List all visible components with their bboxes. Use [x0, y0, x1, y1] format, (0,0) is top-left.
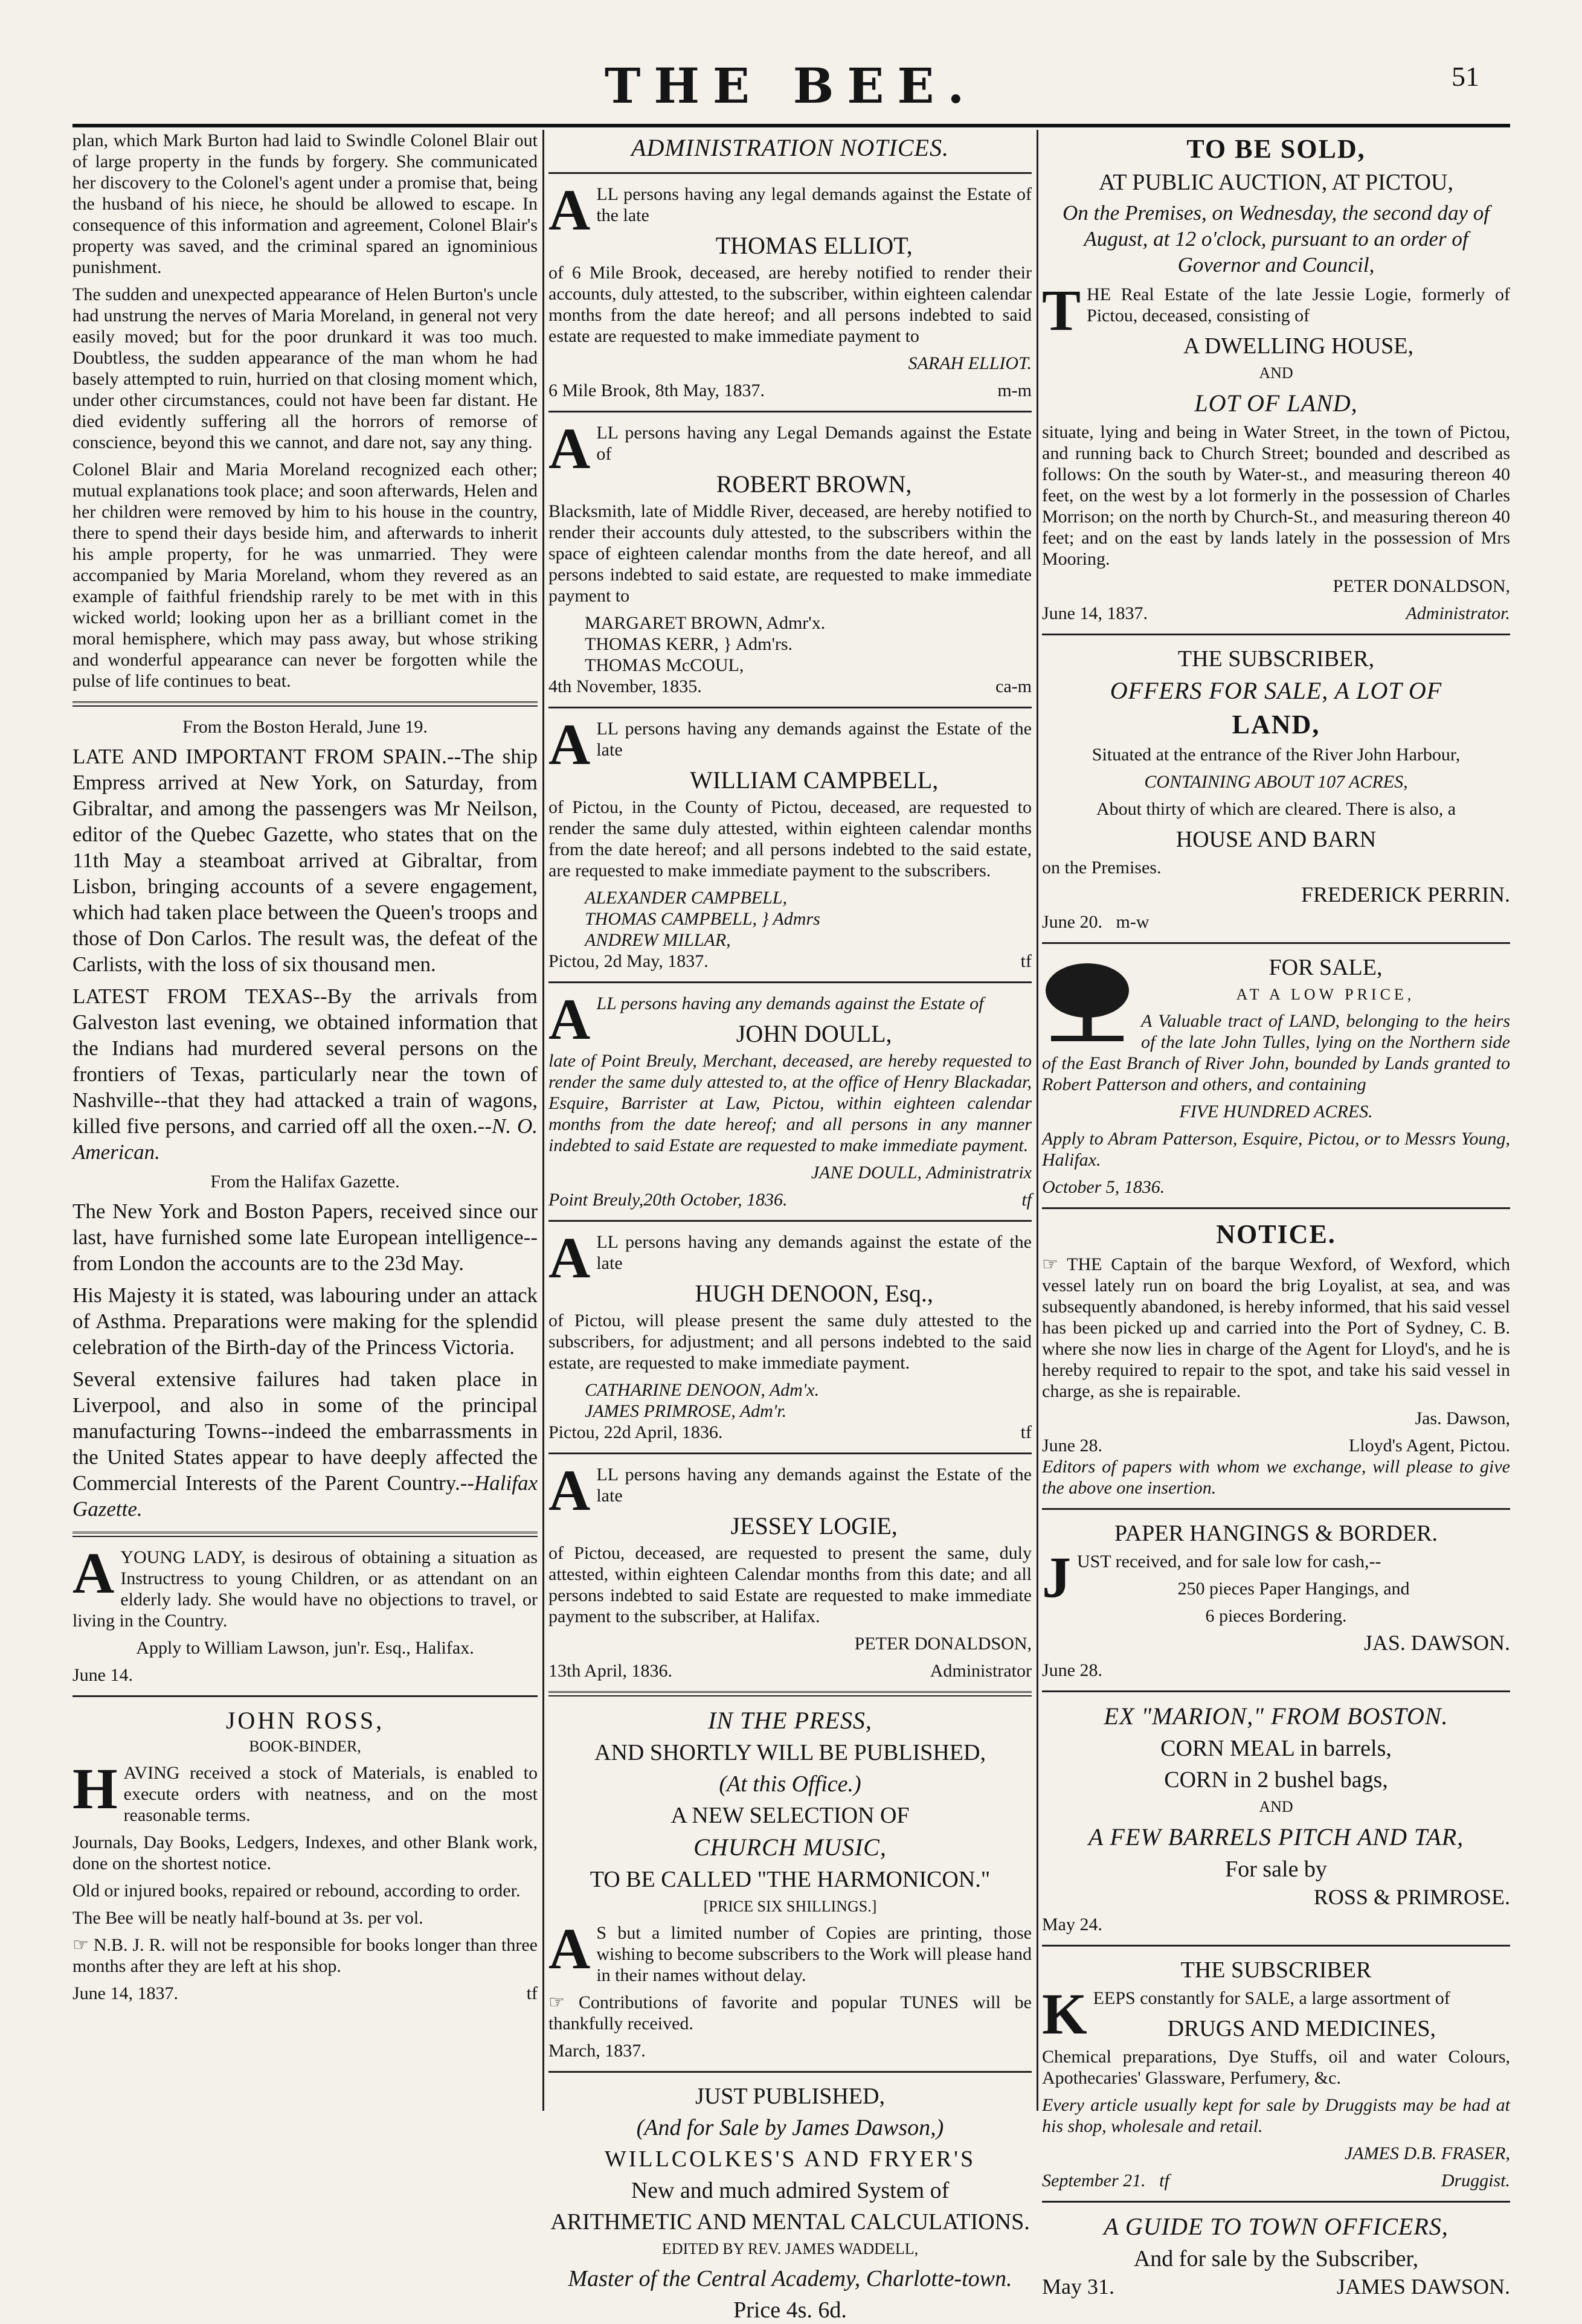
notice-intro: LL persons having any Legal Demands against the Estate of	[596, 423, 1032, 464]
ad-note: Contributions of favorite and popular TUNES will be thankfully received.	[548, 1992, 1032, 2034]
ad-body: S but a limited number of Copies are printing, those wishing to become subscribers to the Work will please hand in their names without delay.	[596, 1923, 1032, 1985]
drop-cap: H	[72, 1756, 118, 1821]
signer-role: Admrs	[773, 909, 820, 929]
ad-body: Chemical preparations, Dye Stuffs, oil and water Colours, Apothecaries' Glassware, Perfumery, &c.	[1042, 2047, 1510, 2088]
column-divider	[1037, 130, 1038, 2111]
source-line: From the Halifax Gazette.	[210, 1172, 400, 1192]
news-lead: LATE AND IMPORTANT FROM SPAIN.	[72, 745, 447, 768]
ad-code: tf	[526, 1983, 538, 2003]
ad-code: m-w	[1116, 912, 1150, 932]
section-rule	[72, 1532, 538, 1537]
column-divider	[542, 130, 544, 2111]
notice-body: of 6 Mile Brook, deceased, are hereby notified to render their accounts, duly attested, to the subscriber, within eighteen calendar months from the date hereof; and all persons indebted to said estate are requested to make immediate payment to	[548, 263, 1032, 346]
column-1	[72, 130, 538, 2111]
ad-dateline	[1042, 603, 1510, 624]
notice-signature: SARAH ELLIOT.	[908, 353, 1032, 373]
signer: THOMAS KERR,	[585, 634, 719, 654]
ad-trade: BOOK-BINDER,	[249, 1738, 361, 1755]
ad-signature: ROSS & PRIMROSE.	[1313, 1885, 1510, 1909]
ad-signature: JAMES D.B. FRASER,	[1344, 2143, 1510, 2163]
ad-date-group	[1042, 2170, 1169, 2191]
section-rule	[548, 2071, 1032, 2073]
ad-line: DRUGS AND MEDICINES,	[1167, 2016, 1436, 2041]
section-rule	[548, 1452, 1032, 1454]
ad-body: HE Real Estate of the late Jessie Logie, formerly of Pictou, deceased, consisting of	[1087, 284, 1510, 326]
notice-body: of Pictou, in the County of Pictou, deceased, are requested to render the same duly attested, within eighteen calendar months from the date hereof; and all persons indebted to the said estate, are requested to make immediate payment to the subscribers.	[548, 797, 1032, 881]
drop-cap: A	[548, 987, 591, 1051]
drop-cap: A	[548, 1458, 591, 1523]
ad-marion	[1042, 1702, 1510, 1935]
notice-signature: JANE DOULL, Administratrix	[811, 1163, 1032, 1183]
ad-body: Every article usually kept for sale by Druggists may be had at his shop, wholesale and retail.	[1042, 2095, 1510, 2136]
ad-title: FOR SALE,	[1268, 955, 1383, 980]
ad-john-ross	[72, 1707, 538, 2004]
news-lead: LATEST FROM TEXAS	[72, 984, 314, 1008]
ad-line: AND SHORTLY WILL BE PUBLISHED,	[594, 1740, 986, 1765]
notice-name: WILLIAM CAMPBELL,	[690, 766, 939, 794]
notice-signature: JAMES PRIMROSE, Adm'r.	[585, 1401, 787, 1421]
notice-denoon	[548, 1225, 1032, 1443]
ad-line: WILLCOLKES'S AND FRYER'S	[604, 2146, 976, 2172]
section-rule	[548, 1220, 1032, 1222]
notice-name: JOHN DOULL,	[736, 1020, 892, 1047]
notice-signature: CATHARINE DENOON, Adm'x.	[585, 1380, 820, 1400]
ad-body: Journals, Day Books, Ledgers, Indexes, and other Blank work, done on the shortest notice.	[72, 1832, 538, 1873]
ad-body: The Bee will be neatly half-bound at 3s. per vol.	[72, 1908, 423, 1928]
ad-line: AND	[1259, 364, 1293, 382]
notice-dateline	[548, 1422, 1032, 1443]
notice-name: ROBERT BROWN,	[716, 470, 912, 498]
ad-note: N.B. J. R. will not be responsible for books longer than three months after they are left at his shop.	[72, 1935, 538, 1976]
notice-name: HUGH DENOON, Esq.,	[695, 1280, 933, 1307]
notice-date: Pictou, 2d May, 1837.	[548, 951, 709, 971]
ad-title: TO BE SOLD,	[1186, 134, 1366, 164]
ad-body	[72, 1934, 538, 1977]
ad-date: October 5, 1836.	[1042, 1177, 1165, 1197]
ad-body: Editors of papers with whom we exchange, will please to give the above one insertion.	[1042, 1457, 1510, 1498]
section-rule	[1042, 1508, 1510, 1510]
notice-date: 4th November, 1835.	[548, 676, 702, 696]
ad-line: ARITHMETIC AND MENTAL CALCULATIONS.	[550, 2209, 1030, 2235]
ad-for-sale	[1042, 954, 1510, 1198]
ad-line: on the Premises.	[1042, 858, 1162, 878]
notice-doull	[548, 987, 1032, 1210]
news-source: Halifax Gazette.	[72, 1471, 538, 1521]
ad-name: JOHN ROSS,	[225, 1707, 385, 1734]
pointing-hand-icon: ☞	[548, 1992, 565, 2012]
pointing-hand-icon: ☞	[1042, 1254, 1058, 1274]
notice-code: tf	[1020, 951, 1032, 971]
ad-line: AT PUBLIC AUCTION, AT PICTOU,	[1099, 170, 1453, 195]
ad-notice	[1042, 1219, 1510, 1498]
section-rule	[1042, 942, 1510, 944]
ad-apply: Apply to William Lawson, jun'r. Esq., Halifax.	[136, 1638, 474, 1658]
source-line: From the Boston Herald, June 19.	[182, 717, 428, 737]
notice-intro: LL persons having any demands against the estate of the late	[596, 1232, 1032, 1273]
ad-title: PAPER HANGINGS & BORDER.	[1114, 1521, 1438, 1546]
ad-date: March, 1837.	[548, 2041, 646, 2061]
notice-role: Administrator	[930, 1661, 1032, 1681]
ad-title: NOTICE.	[1216, 1219, 1336, 1249]
section-rule	[72, 701, 538, 707]
page-number: 51	[1452, 61, 1479, 92]
notice-code: tf	[1020, 1422, 1032, 1442]
drop-cap: A	[548, 416, 591, 481]
story-paragraph: The sudden and unexpected appearance of Helen Burton's uncle had unstrung the nerves of Maria Moreland, in general not very easily moved; but for the poor drunkard it was too much. Doubtless, the sudden appearance of the man whom he had basely attempted to ruin, hurried on that closing moment which, under other circumstances, could not have been far distant. He died evidently suffering all the horrors of remorse of conscience, beyond this we cannot, and dare not, say any thing.	[72, 284, 538, 452]
ad-line: LAND,	[1232, 710, 1320, 739]
notice-name: THOMAS ELLIOT,	[715, 232, 913, 259]
ad-line: (And for Sale by James Dawson,)	[636, 2115, 944, 2140]
ad-date: June 14.	[72, 1665, 133, 1685]
ad-young-lady	[72, 1541, 538, 1686]
ad-just-published	[548, 2082, 1032, 2324]
section-title: ADMINISTRATION NOTICES.	[631, 134, 949, 161]
notice-date: Point Breuly,20th October, 1836.	[548, 1190, 788, 1210]
news-spain	[72, 743, 538, 977]
ad-dateline	[1042, 2276, 1510, 2297]
ad-signature: FREDERICK PERRIN.	[1301, 882, 1510, 907]
ad-line: EDITED BY REV. JAMES WADDELL,	[661, 2240, 919, 2258]
news-body: --By the arrivals from Galveston last evening, we obtained information that the Indians had murdered several persons on the frontiers of Texas, particularly near the town of Nashville--that they had attacked a train of wagons, killed five persons, and carried off all the oxen.--	[72, 984, 538, 1138]
ad-date: May 31.	[1042, 2274, 1114, 2299]
ad-note: THE Captain of the barque Wexford, of Wexford, which vessel lately run on board the brig Loyalist, at sea, and was subsequently abandoned, is hereby informed, that his said vessel has been picked up and carried into the Port of Sydney, C. B. where she now lies in charge of the Agent for Lloyd's, and he is hereby required to repair to the spot, and take his said vessel in charge, as she is repairable.	[1042, 1254, 1510, 1401]
ad-line: AT A LOW PRICE,	[1236, 986, 1415, 1003]
news-paragraph	[72, 1366, 538, 1522]
news-body: Several extensive failures had taken place in Liverpool, and also in some of the principal manufacturing Towns--indeed the embarrassments in the United States appear to have deeply affected the Commercial Interests of the Parent Country.--	[72, 1367, 538, 1495]
ad-line: A FEW BARRELS PITCH AND TAR,	[1088, 1823, 1464, 1851]
drop-cap: A	[548, 1916, 591, 1981]
notice-signature: ALEXANDER CAMPBELL,	[585, 888, 787, 908]
ad-body	[1042, 1254, 1510, 1402]
column-2	[548, 130, 1032, 2323]
section-rule	[1042, 1690, 1510, 1692]
pointing-hand-icon: ☞	[72, 1935, 89, 1955]
ad-line: About thirty of which are cleared. There is also, a	[1096, 799, 1456, 819]
signer-role: Adm'rs.	[735, 634, 793, 654]
notice-date: 6 Mile Brook, 8th May, 1837.	[548, 380, 765, 400]
drop-cap: K	[1042, 1982, 1087, 2046]
column-3	[1042, 130, 1510, 2299]
ad-date: September 21.	[1042, 2171, 1146, 2191]
ad-line: A DWELLING HOUSE,	[1183, 333, 1414, 359]
notice-date: 13th April, 1836.	[548, 1661, 673, 1681]
notice-body: Blacksmith, late of Middle River, deceased, are hereby notified to render their accounts duly attested, to the subscribers within the space of eighteen calendar months from the date hereof, and all persons indebted to said estate, are requested to make immediate payment to	[548, 501, 1032, 606]
notice-signature: THOMAS McCOUL,	[585, 655, 744, 675]
notice-signature: MARGARET BROWN, Admr'x.	[585, 613, 826, 633]
ad-body: Old or injured books, repaired or rebound, according to order.	[72, 1881, 521, 1901]
ad-signature: JAS. DAWSON.	[1363, 1631, 1510, 1655]
ad-line: 6 pieces Bordering.	[1205, 1606, 1347, 1626]
drop-cap: J	[1042, 1545, 1071, 1610]
ad-line: FIVE HUNDRED ACRES.	[1179, 1102, 1373, 1122]
ad-line: For sale by	[1225, 1857, 1327, 1882]
drop-cap: T	[1042, 278, 1081, 342]
ad-title: IN THE PRESS,	[708, 1707, 872, 1734]
story-paragraph: plan, which Mark Burton had laid to Swindle Colonel Blair out of large property in the funds by forgery. She communicated her discovery to the Colonel's agent under a promise that, being the husband of his niece, he should be allowed to escape. In consequence of this information and agreement, Colonel Blair's property was saved, and the criminal spared an ignominious punishment.	[72, 130, 538, 277]
ad-line: CORN in 2 bushel bags,	[1164, 1767, 1388, 1793]
ad-body: EEPS constantly for SALE, a large assortment of	[1093, 1988, 1450, 2008]
ad-body: A Valuable tract of LAND, belonging to the heirs of the late John Tulles, lying on the Northern side of the East Branch of River John, bounded by Lands granted to Robert Patterson and others, and containing	[1042, 1011, 1510, 1094]
ad-role: Druggist.	[1441, 2171, 1510, 2191]
news-source: N. O. American.	[72, 1114, 538, 1164]
notice-code: m-m	[997, 380, 1032, 400]
notice-dateline	[548, 380, 1032, 401]
drop-cap: A	[548, 712, 591, 777]
notice-date: Pictou, 22d April, 1836.	[548, 1422, 723, 1442]
ad-date: June 20.	[1042, 912, 1102, 932]
notice-intro: LL persons having any legal demands against the Estate of the late	[596, 184, 1032, 225]
ad-role: Lloyd's Agent, Pictou.	[1348, 1436, 1510, 1456]
notice-intro: LL persons having any demands against the Estate of the late	[596, 719, 1032, 760]
section-rule	[1042, 1207, 1510, 1209]
ad-title: THE SUBSCRIBER,	[1177, 646, 1375, 672]
notice-signature: ANDREW MILLAR,	[585, 930, 731, 950]
notice-dateline	[548, 676, 1032, 697]
notice-dateline	[548, 951, 1032, 972]
section-rule	[1042, 1945, 1510, 1947]
ad-dateline	[72, 1983, 538, 2004]
ad-line: And for sale by the Subscriber,	[1133, 2246, 1419, 2271]
story-paragraph: Colonel Blair and Maria Moreland recognized each other; mutual explanations took place; and soon afterwards, Helen and her children were removed by him to his house in the country, there to spend their days beside him, and afterwards to inherit his ample property, for he was unmarried. They were accompanied by Maria Moreland, whom they revered as an example of faithful friendship rarely to be met with in this wicked world; looking upon her as a brilliant comet in the moral hemisphere, which may pass away, but whose striking and wonderful appearance can never be forgotten while the pulse of life continues to beat.	[72, 460, 538, 691]
notice-body: of Pictou, will please present the same duly attested to the subscribers, for adjustment; and all persons indebted to the said estate, are requested to make immediate payment.	[548, 1311, 1032, 1373]
section-rule	[548, 981, 1032, 983]
section-rule	[548, 172, 1032, 174]
notice-dateline	[548, 1660, 1032, 1681]
drop-cap: A	[548, 178, 591, 242]
notice-signature: THOMAS CAMPBELL, } Admrs	[585, 909, 820, 929]
ad-title: EX "MARION," FROM BOSTON.	[1104, 1703, 1449, 1730]
ad-line: OFFERS FOR SALE, A LOT OF	[1110, 677, 1442, 704]
ad-line: 250 pieces Paper Hangings, and	[1177, 1579, 1410, 1599]
ad-line: Situated at the entrance of the River John Harbour,	[1092, 745, 1461, 765]
notice-elliot	[548, 178, 1032, 401]
ad-line: (At this Office.)	[719, 1771, 861, 1797]
drop-cap: A	[72, 1541, 115, 1605]
news-paragraph: The New York and Boston Papers, received since our last, have furnished some late European intelligence--from London the accounts are to the 23d May.	[72, 1199, 538, 1275]
ad-line: On the Premises, on Wednesday, the second day of August, at 12 o'clock, pursuant to an order of Governor and Council,	[1063, 201, 1490, 277]
ad-line: CONTAINING ABOUT 107 ACRES,	[1144, 772, 1408, 792]
ad-line: A NEW SELECTION OF	[670, 1803, 910, 1828]
ad-date: May 24.	[1042, 1915, 1102, 1934]
news-texas	[72, 983, 538, 1165]
top-rule	[72, 124, 1510, 127]
section-rule	[1042, 2201, 1510, 2203]
ad-line: CHURCH MUSIC,	[693, 1834, 887, 1861]
section-rule	[72, 1695, 538, 1697]
ad-guide	[1042, 2212, 1510, 2297]
ad-price: [PRICE SIX SHILLINGS.]	[703, 1898, 877, 1915]
ad-line: New and much admired System of	[631, 2178, 950, 2203]
masthead: THE BEE.	[604, 57, 978, 114]
section-rule	[548, 1691, 1032, 1696]
notice-signature: THOMAS KERR, } Adm'rs.	[585, 634, 793, 654]
ad-body: situate, lying and being in Water Street, in the town of Pictou, and running back to Church Street; bounded and described as follows: On the south by Water-st., and measuring thereon 40 feet, on the west by a lot formerly in the possession of Charles Morrison; on the north by Church-St., and measuring thereon 40 feet; and on the east by lands lately in the possession of Mrs Mooring.	[1042, 422, 1510, 569]
ad-drugs	[1042, 1956, 1510, 2191]
ad-body	[548, 1992, 1032, 2034]
drop-cap: A	[548, 1225, 591, 1290]
ad-body: YOUNG LADY, is desirous of obtaining a situation as Instructress to young Children, or as attendant on an elderly lady. She would have no objections to travel, or living in the Country.	[72, 1547, 538, 1631]
ad-title: JUST PUBLISHED,	[695, 2084, 885, 2109]
ad-signature: PETER DONALDSON,	[1333, 576, 1510, 596]
ad-code: tf	[1159, 2171, 1169, 2191]
notice-name: JESSEY LOGIE,	[730, 1512, 898, 1539]
ad-line: CORN MEAL in barrels,	[1160, 1736, 1392, 1761]
notice-signature: PETER DONALDSON,	[854, 1634, 1032, 1654]
ad-land-perrin	[1042, 645, 1510, 932]
news-paragraph: His Majesty it is stated, was labouring under an attack of Asthma. Preparations were making for the splendid celebration of the Birth-day of the Princess Victoria.	[72, 1283, 538, 1359]
ad-title: THE SUBSCRIBER	[1180, 1957, 1372, 1983]
news-body: --The ship Empress arrived at New York, on Saturday, from Gibraltar, and among the passengers was Mr Neilson, editor of the Quebec Gazette, who states that on the 11th May a steamboat arrived at Gibraltar, from Lisbon, bringing accounts of a severe engagement, which had taken place between the Queen's troops and those of Don Carlos. The result was, the defeat of the Carlists, with the loss of six thousand men.	[72, 745, 538, 976]
ad-signature: Jas. Dawson,	[1415, 1408, 1510, 1428]
notice-dateline	[548, 1189, 1032, 1210]
ad-body: UST received, and for sale low for cash,--	[1077, 1552, 1381, 1571]
notice-logie	[548, 1458, 1032, 1681]
ad-line: LOT OF LAND,	[1194, 390, 1358, 417]
ad-paper-hangings	[1042, 1520, 1510, 1681]
ad-title: A GUIDE TO TOWN OFFICERS,	[1104, 2213, 1449, 2240]
ad-line: TO BE CALLED "THE HARMONICON."	[590, 1867, 991, 1892]
ad-role: Administrator.	[1406, 603, 1510, 623]
ad-in-press	[548, 1706, 1032, 2061]
notice-body: late of Point Breuly, Merchant, deceased, are hereby requested to render the same duly attested to, at the office of Henry Blackadar, Esquire, Barrister at Law, Pictou, within eighteen calendar months from the date hereof; and all persons in any manner indebted to said Estate are requested to make immediate payment.	[548, 1051, 1032, 1155]
ad-to-be-sold	[1042, 133, 1510, 624]
ad-signature: JAMES DAWSON.	[1336, 2274, 1510, 2299]
notice-code: ca-m	[995, 676, 1032, 696]
notice-brown	[548, 416, 1032, 697]
notice-campbell	[548, 712, 1032, 972]
ad-line: AND	[1259, 1798, 1293, 1815]
signer: THOMAS CAMPBELL,	[585, 909, 757, 929]
notice-body: of Pictou, deceased, are requested to present the same, duly attested, within eighteen Calendar months from this date; and all persons indebted to said Estate are requested to make immediate payment to the subscriber, at Halifax.	[548, 1543, 1032, 1626]
ad-date: June 28.	[1042, 1660, 1102, 1680]
ad-dateline	[1042, 1435, 1510, 1456]
section-rule	[548, 707, 1032, 708]
notice-intro: LL persons having any demands against the Estate of	[596, 993, 984, 1013]
ad-body: AVING received a stock of Materials, is enabled to execute orders with neatness, and on the most reasonable terms.	[123, 1763, 538, 1825]
ad-price: Price 4s. 6d.	[733, 2297, 847, 2323]
ad-dateline	[1042, 911, 1510, 932]
notice-intro: LL persons having any demands against the Estate of the late	[596, 1465, 1032, 1506]
section-rule	[548, 411, 1032, 412]
ad-date: June 14, 1837.	[72, 1983, 178, 2003]
ad-body: Apply to Abram Patterson, Esquire, Pictou, or to Messrs Young, Halifax.	[1042, 1129, 1510, 1170]
ad-line: HOUSE AND BARN	[1175, 827, 1377, 852]
ad-date: June 14, 1837.	[1042, 603, 1148, 623]
notice-code: tf	[1021, 1190, 1032, 1210]
ad-dateline	[1042, 2170, 1510, 2191]
tree-icon	[1042, 956, 1133, 1047]
ad-date: June 28.	[1042, 1436, 1102, 1456]
ad-line: Master of the Central Academy, Charlotte-town.	[568, 2266, 1012, 2291]
section-rule	[1042, 634, 1510, 635]
